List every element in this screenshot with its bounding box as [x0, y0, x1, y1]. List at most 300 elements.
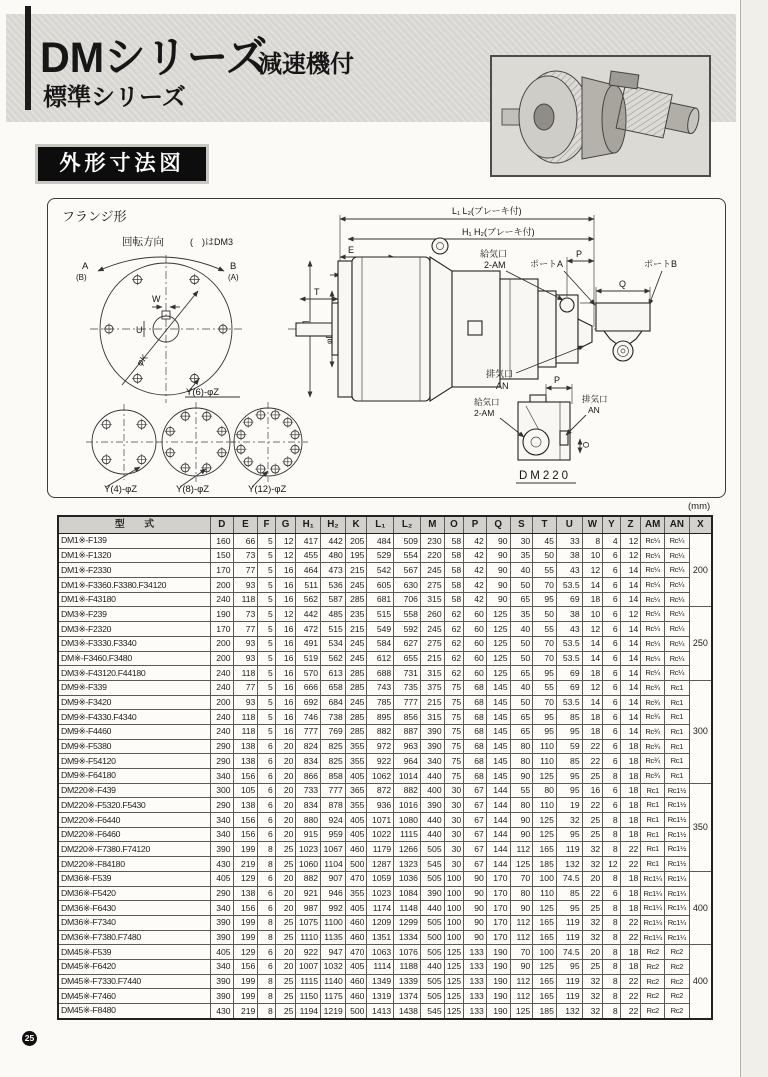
table-row	[58, 666, 712, 681]
dimension-cell: 405	[345, 827, 367, 842]
dimension-cell: 125	[486, 622, 510, 637]
dimension-cell: 235	[345, 607, 367, 622]
dimension-cell: 22	[620, 930, 641, 945]
dimension-cell: 50	[510, 695, 533, 710]
dimension-cell: 138	[233, 739, 258, 754]
dimension-cell: 95	[533, 710, 557, 725]
dimension-cell: 6	[258, 945, 276, 960]
dimension-cell: 440	[420, 769, 444, 784]
dimension-cell: 542	[367, 563, 394, 578]
table-row	[58, 680, 712, 695]
model-cell: DM220※-F7380.F74120	[58, 842, 210, 857]
model-cell: DM36※-F6430	[58, 901, 210, 916]
dimension-cell: 60	[464, 651, 487, 666]
dimension-cell: 18	[620, 945, 641, 960]
dimension-cell: 872	[367, 783, 394, 798]
dimension-cell: 8	[603, 901, 621, 916]
model-cell: DM9※-F4330.F4340	[58, 710, 210, 725]
dimension-cell: Rc¾	[641, 695, 665, 710]
dimension-cell: 1334	[394, 930, 421, 945]
dimension-cell: 42	[464, 592, 487, 607]
dimension-cell: 417	[296, 534, 321, 549]
dimension-cell: 75	[444, 680, 464, 695]
dimension-cell: 170	[486, 871, 510, 886]
dimension-cell: Rc¼	[664, 534, 689, 549]
dimension-cell: 119	[556, 930, 582, 945]
dimension-cell: 112	[510, 842, 533, 857]
dimension-cell: 8	[603, 930, 621, 945]
dimension-cell: 62	[444, 636, 464, 651]
dimension-cell: 8	[603, 769, 621, 784]
dimension-cell: 8	[603, 827, 621, 842]
table-row	[58, 1004, 712, 1019]
dimension-cell: 529	[367, 548, 394, 563]
dimension-cell: 856	[394, 710, 421, 725]
dimension-cell: 65	[510, 592, 533, 607]
dimension-cell: 1110	[296, 930, 321, 945]
dimension-cell: 290	[210, 739, 233, 754]
dimension-cell: 118	[233, 666, 258, 681]
table-row	[58, 636, 712, 651]
dimension-cell: 20	[275, 739, 296, 754]
dimension-cell: 125	[486, 607, 510, 622]
dimension-cell: 20	[275, 945, 296, 960]
dimension-cell: Rc1¼	[664, 901, 689, 916]
dimension-cell: 924	[321, 813, 346, 828]
dimension-cell: 30	[444, 813, 464, 828]
dimension-cell: Rc1½	[664, 857, 689, 872]
dimension-cell: 240	[210, 724, 233, 739]
dimension-cell: 12	[620, 607, 641, 622]
dimension-cell: 60	[464, 607, 487, 622]
dimension-cell: 110	[533, 739, 557, 754]
dimension-cell: 170	[486, 915, 510, 930]
dimension-cell: Rc1	[641, 798, 665, 813]
table-row	[58, 622, 712, 637]
dim-q-label: Q	[619, 279, 627, 289]
dimension-cell: 880	[296, 813, 321, 828]
dimension-cell: 22	[582, 754, 603, 769]
dimension-cell: 170	[486, 901, 510, 916]
rotation-direction-label: 回転方向	[122, 236, 164, 248]
dimension-cell: 400	[420, 783, 444, 798]
dimension-cell: 125	[486, 666, 510, 681]
model-cell: DM※-F3460.F3480	[58, 651, 210, 666]
dimension-cell: 4	[603, 534, 621, 549]
dimension-cell: 6	[258, 754, 276, 769]
table-row	[58, 695, 712, 710]
dimension-cell: 95	[556, 769, 582, 784]
dimension-cell: 290	[210, 754, 233, 769]
column-header: W	[582, 516, 603, 534]
dimension-cell: 18	[620, 754, 641, 769]
dimension-cell: 505	[420, 842, 444, 857]
dimension-cell: 14	[620, 578, 641, 593]
x-dimension-cell: 300	[689, 680, 712, 783]
dimension-cell: 460	[345, 989, 367, 1004]
dimension-cell: 119	[556, 915, 582, 930]
dimension-cell: Rc¼	[641, 622, 665, 637]
dimension-cell: 1266	[394, 842, 421, 857]
dimension-cell: Rc1¼	[641, 915, 665, 930]
dimension-cell: 1339	[394, 974, 421, 989]
dimension-cell: 440	[420, 901, 444, 916]
dimension-cell: 505	[420, 945, 444, 960]
dimension-cell: 825	[321, 754, 346, 769]
dimension-cell: Rc¾	[641, 769, 665, 784]
dimension-cell: 32	[556, 813, 582, 828]
dimension-cell: 112	[510, 974, 533, 989]
dimension-cell: 355	[345, 739, 367, 754]
dimension-cell: 390	[420, 739, 444, 754]
column-header: 型 式	[58, 516, 210, 534]
dimension-cell: Rc2	[641, 974, 665, 989]
dimension-cell: 6	[603, 592, 621, 607]
dimension-cell: Rc¾	[641, 754, 665, 769]
dimension-cell: 93	[233, 695, 258, 710]
dimension-cell: 112	[510, 915, 533, 930]
dimension-cell: 60	[464, 666, 487, 681]
dimension-cell: 45	[533, 534, 557, 549]
dimension-cell: 25	[582, 769, 603, 784]
dimension-cell: 75	[444, 754, 464, 769]
model-cell: DM36※-F7380.F7480	[58, 930, 210, 945]
dimension-cell: 12	[620, 548, 641, 563]
dimension-cell: 16	[582, 783, 603, 798]
dimension-cell: 6	[603, 563, 621, 578]
dimension-cell: 119	[556, 974, 582, 989]
dimension-cell: 145	[486, 754, 510, 769]
dimension-cell: 480	[321, 548, 346, 563]
dimension-cell: 67	[464, 827, 487, 842]
dimension-cell: 6	[258, 739, 276, 754]
dimension-cell: 90	[510, 813, 533, 828]
dimension-cell: 245	[345, 695, 367, 710]
dimension-cell: Rc1	[641, 857, 665, 872]
dimension-cell: Rc2	[664, 1004, 689, 1019]
dimension-cell: 30	[444, 783, 464, 798]
x-dimension-cell: 350	[689, 783, 712, 871]
dimension-cell: 100	[444, 915, 464, 930]
dimension-cell: 6	[258, 871, 276, 886]
dimension-cell: 112	[510, 989, 533, 1004]
dimension-cell: 922	[367, 754, 394, 769]
dimension-cell: 10	[582, 548, 603, 563]
dimension-cell: 80	[510, 798, 533, 813]
dimension-cell: 190	[486, 945, 510, 960]
page-edge-strip	[741, 0, 768, 1077]
dimension-cell: 6	[603, 607, 621, 622]
dimension-cell: 215	[345, 563, 367, 578]
dimension-cell: 455	[296, 548, 321, 563]
bolt6-label: Y(6)-φZ	[186, 387, 220, 398]
dimension-cell: 6	[603, 578, 621, 593]
dimension-cell: 70	[533, 578, 557, 593]
dimension-cell: 105	[233, 783, 258, 798]
dimension-cell: 5	[258, 724, 276, 739]
dimension-cell: 947	[321, 945, 346, 960]
dimension-cell: 62	[444, 622, 464, 637]
dimension-cell: 144	[486, 798, 510, 813]
dimension-cell: 190	[210, 607, 233, 622]
dimension-cell: 14	[582, 636, 603, 651]
column-header: G	[275, 516, 296, 534]
dimension-cell: 199	[233, 915, 258, 930]
dimension-cell: 58	[444, 548, 464, 563]
dimension-cell: 95	[533, 666, 557, 681]
dimension-cell: 630	[394, 578, 421, 593]
dimension-cell: Rc1	[641, 827, 665, 842]
dimension-cell: Rc1½	[664, 842, 689, 857]
dimension-cell: 1063	[367, 945, 394, 960]
dimension-cell: 90	[510, 959, 533, 974]
dim-u-label: U	[136, 325, 143, 335]
flange-type-label: フランジ形	[62, 209, 127, 224]
dimension-cell: 160	[210, 534, 233, 549]
dimension-cell: 567	[394, 563, 421, 578]
dimension-cell: 18	[620, 827, 641, 842]
dimension-cell: 6	[603, 680, 621, 695]
dimension-cell: 1209	[367, 915, 394, 930]
dimension-cell: 5	[258, 680, 276, 695]
dimension-cell: 77	[233, 680, 258, 695]
dimension-cell: 59	[556, 739, 582, 754]
dimension-cell: 30	[444, 842, 464, 857]
dimension-cell: 25	[275, 915, 296, 930]
dimension-cell: 68	[464, 769, 487, 784]
dm220-o-label: O	[582, 441, 591, 448]
dimension-cell: 315	[420, 592, 444, 607]
dim-w-label: W	[152, 294, 161, 304]
dimension-cell: 915	[296, 827, 321, 842]
dimension-cell: 20	[275, 798, 296, 813]
dimension-cell: 666	[296, 680, 321, 695]
dimension-cell: 613	[321, 666, 346, 681]
dimension-cell: 125	[510, 1004, 533, 1019]
dimension-cell: 1299	[394, 915, 421, 930]
dimension-cell: 655	[394, 651, 421, 666]
dir-b-label: B	[230, 261, 237, 272]
dimension-cell: 285	[345, 666, 367, 681]
dimension-cell: 20	[275, 769, 296, 784]
dimension-cell: 74.5	[556, 871, 582, 886]
model-cell: DM1※-F2330	[58, 563, 210, 578]
side-view-motor	[288, 238, 620, 401]
column-header: H₂	[321, 516, 346, 534]
bolt4-label: Y(4)-φZ	[104, 484, 138, 495]
dimension-cell: 1014	[394, 769, 421, 784]
dimension-cell: 118	[233, 724, 258, 739]
dimension-cell: 1174	[367, 901, 394, 916]
dimension-cell: 119	[556, 842, 582, 857]
dimension-cell: 14	[620, 710, 641, 725]
column-header: X	[689, 516, 712, 534]
x-dimension-cell: 400	[689, 945, 712, 1019]
table-row	[58, 592, 712, 607]
dimension-cell: 1438	[394, 1004, 421, 1019]
dimension-cell: 5	[258, 607, 276, 622]
dimension-cell: 515	[367, 607, 394, 622]
port-b-label: ポートB	[644, 259, 678, 269]
dimension-cell: 215	[420, 651, 444, 666]
model-cell: DM1※-F1320	[58, 548, 210, 563]
dimension-cell: 50	[533, 548, 557, 563]
dimension-cell: 946	[321, 886, 346, 901]
dimension-cell: 25	[275, 989, 296, 1004]
dir-a-paren: (B)	[76, 273, 87, 282]
dimension-cell: 1084	[394, 886, 421, 901]
dimension-cell: 133	[464, 989, 487, 1004]
dimension-cell: 25	[582, 901, 603, 916]
dimension-cell: Rc¼	[664, 666, 689, 681]
dimension-cell: 505	[420, 974, 444, 989]
dimension-cell: 6	[603, 739, 621, 754]
dimension-cell: 1219	[321, 1004, 346, 1019]
dimension-cell: 77	[233, 622, 258, 637]
dimension-cell: 485	[321, 607, 346, 622]
dimension-cell: 746	[296, 710, 321, 725]
dimension-cell: 355	[345, 886, 367, 901]
table-row	[58, 930, 712, 945]
dimension-cell: 68	[464, 710, 487, 725]
dimension-cell: 144	[486, 842, 510, 857]
dimension-cell: 156	[233, 769, 258, 784]
dimension-cell: 390	[420, 886, 444, 901]
column-header: O	[444, 516, 464, 534]
table-row	[58, 842, 712, 857]
dimension-cell: 18	[620, 783, 641, 798]
dimension-cell: 67	[464, 857, 487, 872]
table-row	[58, 945, 712, 960]
dimension-cell: 355	[345, 754, 367, 769]
column-header: U	[556, 516, 582, 534]
dimension-cell: 8	[582, 534, 603, 549]
dimension-cell: 12	[582, 622, 603, 637]
dimension-cell: 25	[582, 959, 603, 974]
dimension-cell: 112	[510, 930, 533, 945]
dimension-cell: 405	[210, 945, 233, 960]
dim-k-label: φK	[134, 352, 150, 368]
diagram-svg	[48, 199, 724, 496]
dimension-cell: 6	[603, 622, 621, 637]
dimension-cell: 300	[210, 783, 233, 798]
dimension-cell: 70	[510, 945, 533, 960]
dm3-paren-note: ( )はDM3	[190, 237, 233, 247]
dimension-cell: 20	[275, 886, 296, 901]
dimension-cell: 138	[233, 798, 258, 813]
dimension-cell: Rc1¼	[641, 886, 665, 901]
dimension-cell: 1032	[321, 959, 346, 974]
table-row	[58, 710, 712, 725]
dm220-supply-label: 給気口	[474, 397, 500, 407]
dimension-cell: 55	[533, 563, 557, 578]
dimension-cell: 554	[394, 548, 421, 563]
dimension-cell: 219	[233, 857, 258, 872]
dimension-cell: 93	[233, 651, 258, 666]
dimension-cell: 125	[444, 945, 464, 960]
dimension-cell: 110	[533, 754, 557, 769]
dimension-cell: 882	[394, 783, 421, 798]
dimension-cell: 165	[533, 915, 557, 930]
dimension-cell: 53.5	[556, 695, 582, 710]
column-header: L₁	[367, 516, 394, 534]
dimension-cell: Rc¼	[664, 622, 689, 637]
dimension-cell: Rc¼	[664, 548, 689, 563]
dimension-cell: 110	[533, 798, 557, 813]
dimension-cell: 500	[420, 930, 444, 945]
dimension-cell: 240	[210, 592, 233, 607]
dimension-cell: 16	[275, 622, 296, 637]
dimension-cell: 66	[233, 534, 258, 549]
dimension-cell: 5	[258, 563, 276, 578]
dimension-cell: 1413	[367, 1004, 394, 1019]
dimension-cell: Rc1	[641, 842, 665, 857]
dimension-cell: 125	[486, 636, 510, 651]
dimension-cell: 706	[394, 592, 421, 607]
dimension-cell: 118	[233, 710, 258, 725]
dimension-cell: 315	[420, 710, 444, 725]
dimension-cell: 100	[533, 871, 557, 886]
dimension-cell: 500	[345, 1004, 367, 1019]
dimension-cell: 733	[296, 783, 321, 798]
dimension-cell: 100	[533, 945, 557, 960]
dimension-cell: 73	[233, 548, 258, 563]
dimension-cell: 132	[556, 1004, 582, 1019]
table-row	[58, 754, 712, 769]
dimension-cell: 14	[620, 563, 641, 578]
dimension-cell: 340	[210, 959, 233, 974]
dimension-cell: 20	[275, 871, 296, 886]
dimension-cell: Rc1½	[664, 783, 689, 798]
dimension-cell: Rc1½	[664, 798, 689, 813]
dimension-cell: 75	[444, 695, 464, 710]
dimension-cell: 549	[367, 622, 394, 637]
dimension-cell: 32	[582, 974, 603, 989]
dimension-cell: 95	[533, 592, 557, 607]
dimension-cell: 8	[603, 945, 621, 960]
dimension-cell: 5	[258, 548, 276, 563]
dimension-cell: 1075	[296, 915, 321, 930]
dimension-cell: 484	[367, 534, 394, 549]
model-cell: DM36※-F5420	[58, 886, 210, 901]
dimension-cell: 562	[321, 651, 346, 666]
dm220-p-label: P	[554, 375, 561, 385]
dimension-cell: 6	[258, 813, 276, 828]
dimension-cell: 834	[296, 798, 321, 813]
dimension-cell: 20	[582, 945, 603, 960]
dimension-cell: 1115	[394, 827, 421, 842]
dimension-cell: 430	[210, 1004, 233, 1019]
dimension-cell: 219	[233, 1004, 258, 1019]
dimension-cell: 5	[258, 710, 276, 725]
dimension-cell: Rc¼	[641, 548, 665, 563]
dimension-cell: 67	[464, 798, 487, 813]
dimension-cell: Rc¾	[641, 724, 665, 739]
dimension-cell: 240	[210, 666, 233, 681]
dimension-cell: 558	[394, 607, 421, 622]
dimension-cell: 285	[345, 710, 367, 725]
dimension-cell: 1135	[321, 930, 346, 945]
dimension-cell: 125	[444, 989, 464, 1004]
dimension-cell: 511	[296, 578, 321, 593]
dimension-cell: Rc¼	[664, 651, 689, 666]
dimension-cell: 75	[444, 769, 464, 784]
model-cell: DM9※-F64180	[58, 769, 210, 784]
dimension-cell: 58	[444, 534, 464, 549]
dimension-cell: 907	[321, 871, 346, 886]
dimension-cell: 42	[464, 578, 487, 593]
dimension-cell: 19	[556, 798, 582, 813]
